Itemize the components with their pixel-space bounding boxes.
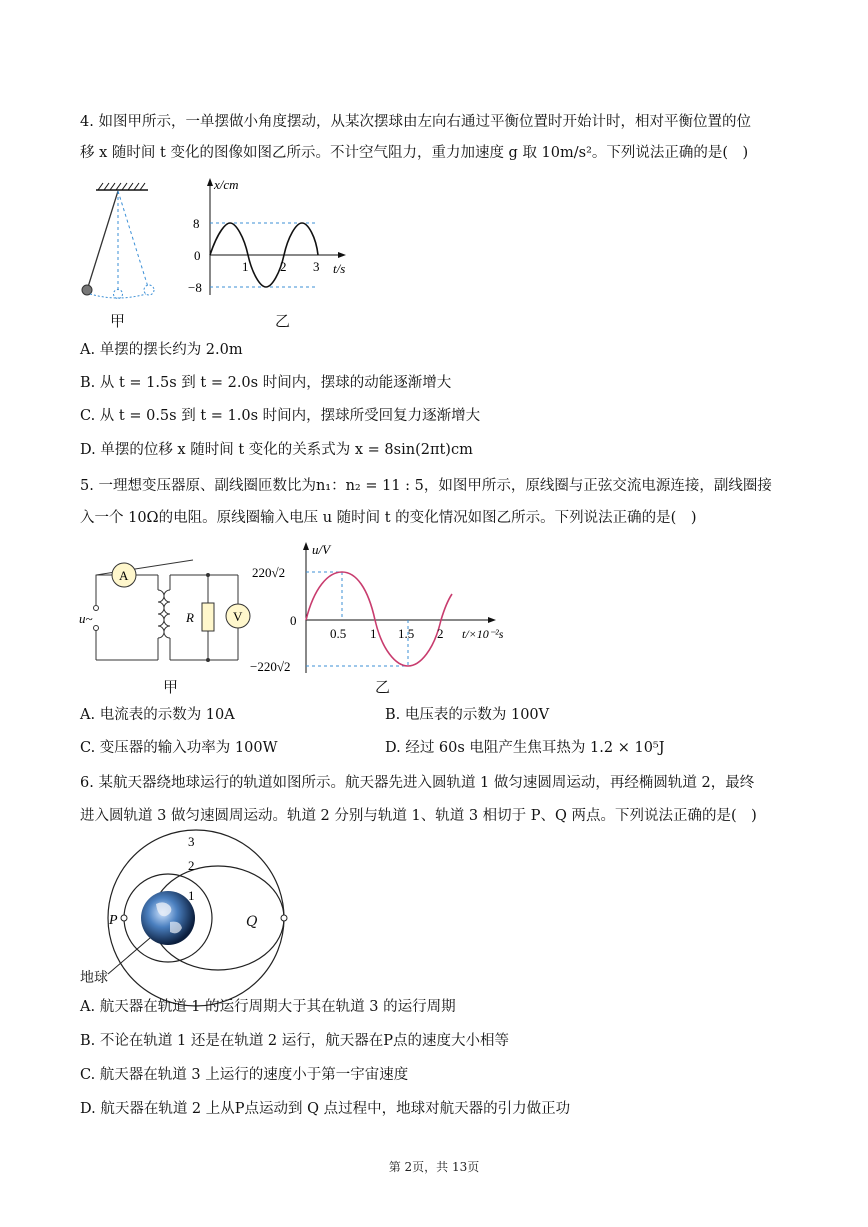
q6-option-c: C. 航天器在轨道 3 上运行的速度小于第一宇宙速度 <box>80 1067 409 1083</box>
voltmeter-label: V <box>233 609 243 624</box>
q4-fig-left-caption: 甲 <box>110 312 126 330</box>
q4-option-a: A. 单摆的摆长约为 2.0m <box>80 342 243 358</box>
q6-option-b: B. 不论在轨道 1 还是在轨道 2 运行，航天器在P点的速度大小相等 <box>80 1033 510 1049</box>
q5-fig-left-caption: 甲 <box>163 678 179 696</box>
q4-option-b: B. 从 t = 1.5s 到 t = 2.0s 时间内，摆球的动能逐渐增大 <box>80 375 452 391</box>
q5-option-c: C. 变压器的输入功率为 100W <box>80 740 278 756</box>
q4-fig-right-caption: 乙 <box>275 312 291 330</box>
orbit-2-label: 2 <box>188 858 195 873</box>
q5-option-b: B. 电压表的示数为 100V <box>385 707 550 723</box>
q6-stem-line2: 进入圆轨道 3 做匀速圆周运动。轨道 2 分别与轨道 1、轨道 3 相切于 P、Q 两点。下列说法正确的是( ) <box>80 808 757 824</box>
q5-ut-graph <box>250 538 540 678</box>
q6-stem-line1: 6. 某航天器绕地球运行的轨道如图所示。航天器先进入圆轨道 1 做匀速圆周运动，再经椭圆轨道 2，最终 <box>80 775 755 791</box>
q4-graph-ytick-neg8: −8 <box>188 280 202 295</box>
pendulum-figure <box>78 180 178 305</box>
ammeter-label: A <box>119 568 129 583</box>
q4-stem-line1: 4. 如图甲所示，一单摆做小角度摆动，从某次摆球由左向右通过平衡位置时开始计时，相对平衡位置的位 <box>80 114 751 130</box>
q5-graph-ytick-0: 0 <box>290 613 297 628</box>
q5-graph-ylabel: u/V <box>312 542 331 557</box>
q4-graph-xtick-1: 1 <box>242 259 249 274</box>
q5-fig-right-caption: 乙 <box>375 678 391 696</box>
q5-graph-ytick-max: 220√2 <box>252 565 286 580</box>
transformer-circuit <box>78 560 253 670</box>
q4-xt-graph <box>190 175 380 300</box>
earth-label: 地球 <box>80 970 108 986</box>
q5-graph-ytick-min: −220√2 <box>250 659 291 674</box>
q5-option-a: A. 电流表的示数为 10A <box>80 707 235 723</box>
point-p-label: P <box>109 913 118 928</box>
q6-option-a: A. 航天器在轨道 1 的运行周期大于其在轨道 3 的运行周期 <box>80 999 456 1015</box>
page-footer: 第 2页，共 13页 <box>388 1160 480 1174</box>
q5-stem-line1: 5. 一理想变压器原、副线圈匝数比为n₁：n₂ = 11 : 5，如图甲所示，原线圈与正弦交流电源连接，副线圈接 <box>80 478 772 494</box>
q4-graph-ytick-8: 8 <box>193 216 200 231</box>
q5-graph-xtick-15: 1.5 <box>398 626 415 641</box>
q5-option-d: D. 经过 60s 电阻产生焦耳热为 1.2 × 10⁵J <box>385 740 665 756</box>
point-q-label: Q <box>246 914 258 930</box>
resistor-label: R <box>186 610 194 625</box>
source-label: u~ <box>79 611 93 626</box>
q5-graph-xtick-1: 1 <box>370 626 377 641</box>
q4-graph-xtick-3: 3 <box>313 259 320 274</box>
q5-graph-xlabel: t/×10⁻²s <box>462 627 504 641</box>
q4-graph-xtick-2: 2 <box>280 259 287 274</box>
q4-option-c: C. 从 t = 0.5s 到 t = 1.0s 时间内，摆球所受回复力逐渐增大 <box>80 408 481 424</box>
orbit-1-label: 1 <box>188 888 195 903</box>
q4-option-d: D. 单摆的位移 x 随时间 t 变化的关系式为 x = 8sin(2πt)cm <box>80 442 473 458</box>
q6-option-d: D. 航天器在轨道 2 上从P点运动到 Q 点过程中，地球对航天器的引力做正功 <box>80 1101 571 1117</box>
q4-graph-ytick-0: 0 <box>194 248 201 263</box>
q4-graph-ylabel: x/cm <box>214 177 239 192</box>
q5-graph-xtick-05: 0.5 <box>330 626 347 641</box>
q5-graph-xtick-2: 2 <box>437 626 444 641</box>
q4-graph-xlabel: t/s <box>333 261 346 276</box>
q4-stem-line2: 移 x 随时间 t 变化的图像如图乙所示。不计空气阻力，重力加速度 g 取 10m/s²。下列说法正确的是( ) <box>80 145 749 161</box>
q5-stem-line2: 入一个 10Ω的电阻。原线圈输入电压 u 随时间 t 的变化情况如图乙所示。下列说法正确的是( ) <box>80 510 697 526</box>
earth-icon <box>141 891 195 945</box>
orbit-3-label: 3 <box>188 834 195 849</box>
orbit-figure <box>78 832 278 992</box>
